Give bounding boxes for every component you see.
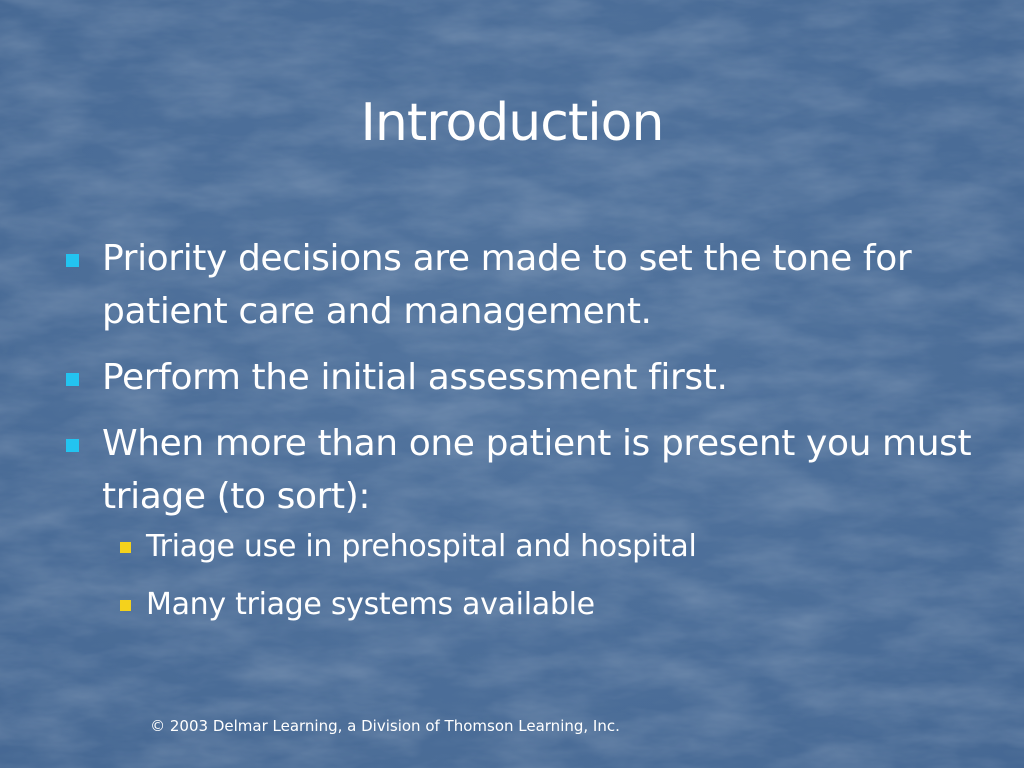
- bullet-text: Priority decisions are made to set the tone for patient care and management.: [102, 238, 912, 332]
- sub-bullet-list: [102, 525, 1000, 627]
- square-bullet-icon: [66, 373, 79, 386]
- slide-title: Introduction: [360, 93, 664, 153]
- bullet-item: [60, 232, 1000, 338]
- bullet-item: [60, 417, 1000, 627]
- bullet-list: [60, 232, 1000, 641]
- bullet-text: Perform the initial assessment first.: [102, 357, 728, 398]
- sub-bullet-item: [104, 583, 1000, 627]
- sub-bullet-text: Triage use in prehospital and hospital: [146, 529, 697, 564]
- bullet-text: When more than one patient is present you must triage (to sort):: [102, 423, 972, 517]
- bullet-item: [60, 351, 1000, 404]
- square-sub-bullet-icon: [120, 600, 131, 611]
- sub-bullet-text: Many triage systems available: [146, 587, 595, 622]
- square-bullet-icon: [66, 254, 79, 267]
- sub-bullet-item: [104, 525, 1000, 569]
- square-bullet-icon: [66, 439, 79, 452]
- copyright-footer: © 2003 Delmar Learning, a Division of Thomson Learning, Inc.: [150, 717, 620, 735]
- square-sub-bullet-icon: [120, 542, 131, 553]
